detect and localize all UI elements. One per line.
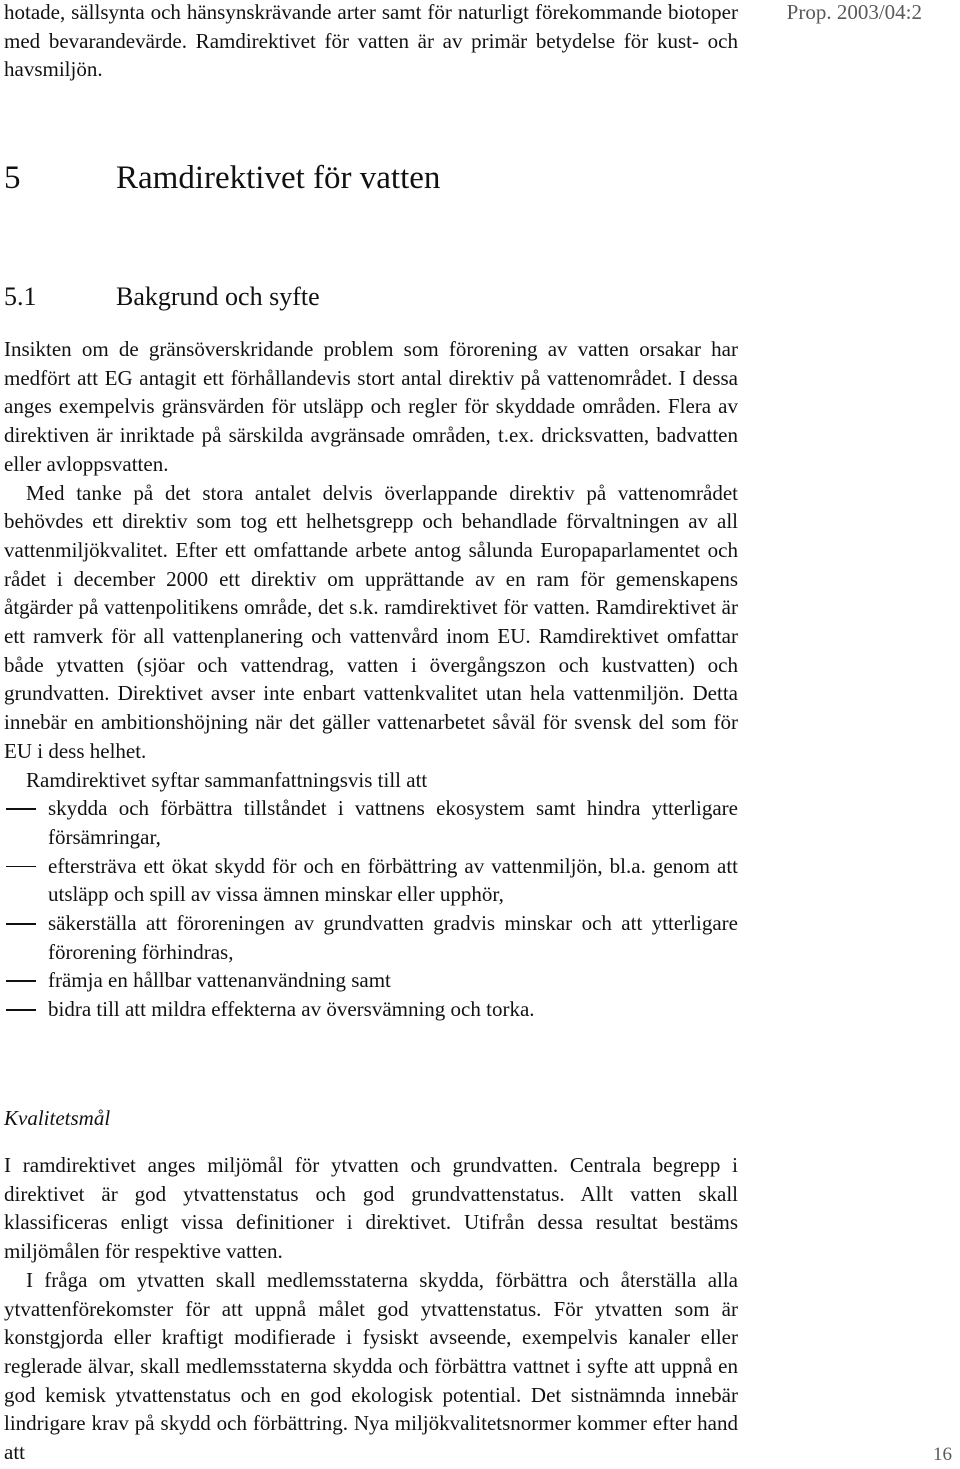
quality-body — [4, 1151, 738, 1467]
paragraph: I ramdirektivet anges miljömål för ytvatten och grundvatten. Centrala begrepp i direktivet är god ytvattenstatus och god grundvattenstatus. Allt vatten skall klassificeras enligt vissa definitioner i direktivet. Utifrån dessa resultat bestäms miljömålen för respektive vatten. — [4, 1153, 738, 1264]
list-item: främja en hållbar vattenanvändning samt — [4, 966, 738, 995]
running-header: Prop. 2003/04:2 — [786, 0, 922, 24]
section-number: 5 — [4, 160, 21, 196]
paragraph: Med tanke på det stora antalet delvis överlappande direktiv på vattenområdet behövdes ett direktiv som tog ett helhetsgrepp och behandlade förvaltningen av all vattenmiljökvalitet. Efter ett omfattande arbete antog sålunda Europaparlamentet och rådet i december 2000 ett direktiv om upprättande av en ram för gemenskapens åtgärder på vattenpolitikens område, det s.k. ramdirektivet för vatten. Ramdirektivet är ett ramverk för all vattenplanering och vattenvård inom EU. Ramdirektivet omfattar både ytvatten (sjöar och vattendrag, vatten i övergångszon och kustvatten) och grundvatten. Direktivet avser inte enbart vattenkvalitet utan hela vattenmiljön. Detta innebär en ambitionshöjning när det gäller vattenarbetet såväl för svensk del som för EU i dess helhet. — [4, 480, 738, 763]
aims-list — [4, 794, 738, 1024]
list-item: bidra till att mildra effekterna av översvämning och torka. — [4, 995, 738, 1024]
paragraph: Ramdirektivet syftar sammanfattningsvis till att — [26, 767, 428, 792]
background-body — [4, 335, 738, 1024]
paragraph: I fråga om ytvatten skall medlemsstaterna skydda, förbättra och återställa alla ytvattenförekomster för att uppnå målet god ytvattenstatus. För ytvatten som är konstgjorda eller kraftigt modifierade i fysiskt avseende, exempelvis kanaler eller reglerade älvar, skall medlemsstaterna skydda och förbättra vattnet i syfte att uppnå en god kemisk ytvattenstatus och en god ekologisk potential. Det sistnämnda innebär lindrigare krav på skydd och förbättring. Nya miljökvalitetsnormer kommer efter hand att — [4, 1267, 738, 1465]
list-item: skydda och förbättra tillståndet i vattnens ekosystem samt hindra ytterligare försämringar, — [4, 794, 738, 851]
list-item: säkerställa att föroreningen av grundvatten gradvis minskar och att ytterligare förorening förhindras, — [4, 909, 738, 966]
quality-heading: Kvalitetsmål — [4, 1106, 111, 1130]
list-item: eftersträva ett ökat skydd för och en förbättring av vattenmiljön, bl.a. genom att utsläpp och spill av vissa ämnen minskar eller upphör, — [4, 852, 738, 909]
paragraph: Insikten om de gränsöverskridande problem som förorening av vatten orsakar har medfört att EG antagit ett förhållandevis stort antal direktiv på vattenområdet. I dessa anges exempelvis gränsvärden för utsläpp och regler för skyddade områden. Flera av direktiven är inriktade på särskilda avgränsade områden, t.ex. dricksvatten, badvatten eller avloppsvatten. — [4, 337, 738, 476]
subsection-heading — [4, 280, 320, 314]
intro-text: hotade, sällsynta och hänsynskrävande arter samt för naturligt förekommande biotoper med bevarandevärde. Ramdirektivet för vatten är av primär betydelse för kust- och havsmiljön. — [4, 0, 738, 82]
section-heading — [4, 158, 440, 198]
subsection-title: Bakgrund och syfte — [116, 282, 320, 311]
subsection-number: 5.1 — [4, 282, 37, 311]
intro-paragraph — [4, 0, 738, 84]
section-title: Ramdirektivet för vatten — [116, 160, 441, 196]
page-number: 16 — [933, 1444, 952, 1465]
